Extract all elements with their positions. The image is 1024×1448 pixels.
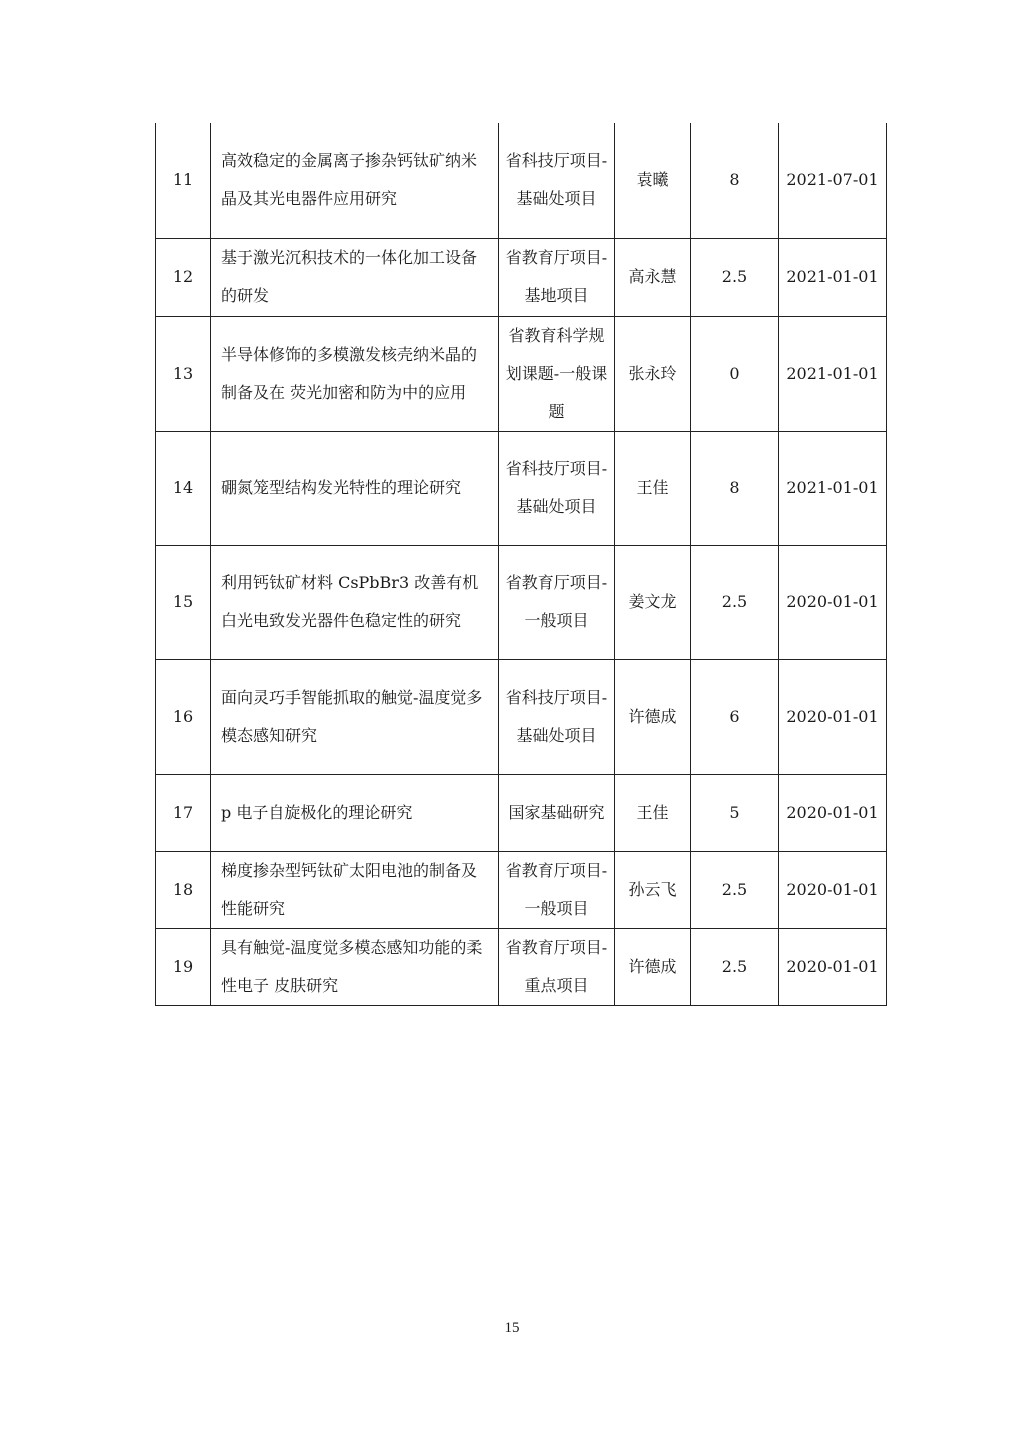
project-date: 2021-07-01 xyxy=(779,123,887,238)
project-leader: 许德成 xyxy=(615,928,691,1005)
project-type: 省教育厅项目-基地项目 xyxy=(499,238,615,316)
project-leader: 袁曦 xyxy=(615,123,691,238)
project-date: 2021-01-01 xyxy=(779,238,887,316)
project-funding: 5 xyxy=(691,774,779,851)
row-number: 16 xyxy=(156,659,211,774)
project-name: p 电子自旋极化的理论研究 xyxy=(211,774,499,851)
project-leader: 王佳 xyxy=(615,774,691,851)
project-funding: 6 xyxy=(691,659,779,774)
project-type: 省教育厅项目-重点项目 xyxy=(499,928,615,1005)
project-type: 省科技厅项目-基础处项目 xyxy=(499,431,615,545)
table-row xyxy=(156,659,887,774)
project-funding: 0 xyxy=(691,316,779,431)
table-row xyxy=(156,545,887,659)
row-number: 11 xyxy=(156,123,211,238)
project-funding: 2.5 xyxy=(691,238,779,316)
project-name: 高效稳定的金属离子掺杂钙钛矿纳米晶及其光电器件应用研究 xyxy=(211,123,499,238)
project-funding: 8 xyxy=(691,431,779,545)
project-date: 2021-01-01 xyxy=(779,316,887,431)
project-name: 半导体修饰的多模激发核壳纳米晶的制备及在 荧光加密和防为中的应用 xyxy=(211,316,499,431)
project-funding: 2.5 xyxy=(691,545,779,659)
table-row xyxy=(156,774,887,851)
project-leader: 张永玲 xyxy=(615,316,691,431)
row-number: 15 xyxy=(156,545,211,659)
project-funding: 2.5 xyxy=(691,928,779,1005)
table-row xyxy=(156,238,887,316)
project-date: 2020-01-01 xyxy=(779,774,887,851)
row-number: 12 xyxy=(156,238,211,316)
table-row xyxy=(156,431,887,545)
project-type: 国家基础研究 xyxy=(499,774,615,851)
row-number: 17 xyxy=(156,774,211,851)
project-leader: 高永慧 xyxy=(615,238,691,316)
row-number: 13 xyxy=(156,316,211,431)
row-number: 14 xyxy=(156,431,211,545)
project-leader: 王佳 xyxy=(615,431,691,545)
table-row xyxy=(156,123,887,238)
row-number: 18 xyxy=(156,851,211,928)
page-number: 15 xyxy=(504,1320,520,1336)
project-type: 省教育厅项目-一般项目 xyxy=(499,851,615,928)
project-type: 省科技厅项目-基础处项目 xyxy=(499,659,615,774)
project-type: 省科技厅项目-基础处项目 xyxy=(499,123,615,238)
project-name: 基于激光沉积技术的一体化加工设备的研发 xyxy=(211,238,499,316)
project-type: 省教育厅项目-一般项目 xyxy=(499,545,615,659)
project-leader: 孙云飞 xyxy=(615,851,691,928)
project-name: 具有触觉-温度觉多模态感知功能的柔性电子 皮肤研究 xyxy=(211,928,499,1005)
project-name: 利用钙钛矿材料 CsPbBr3 改善有机白光电致发光器件色稳定性的研究 xyxy=(211,545,499,659)
project-date: 2020-01-01 xyxy=(779,659,887,774)
table-row xyxy=(156,851,887,928)
project-date: 2020-01-01 xyxy=(779,928,887,1005)
project-funding: 8 xyxy=(691,123,779,238)
project-leader: 姜文龙 xyxy=(615,545,691,659)
project-date: 2020-01-01 xyxy=(779,851,887,928)
projects-table xyxy=(155,123,887,1006)
row-number: 19 xyxy=(156,928,211,1005)
project-date: 2021-01-01 xyxy=(779,431,887,545)
table-row xyxy=(156,928,887,1005)
table-row xyxy=(156,316,887,431)
project-type: 省教育科学规划课题-一般课题 xyxy=(499,316,615,431)
project-funding: 2.5 xyxy=(691,851,779,928)
project-name: 梯度掺杂型钙钛矿太阳电池的制备及性能研究 xyxy=(211,851,499,928)
project-leader: 许德成 xyxy=(615,659,691,774)
project-name: 硼氮笼型结构发光特性的理论研究 xyxy=(211,431,499,545)
project-name: 面向灵巧手智能抓取的触觉-温度觉多模态感知研究 xyxy=(211,659,499,774)
project-date: 2020-01-01 xyxy=(779,545,887,659)
